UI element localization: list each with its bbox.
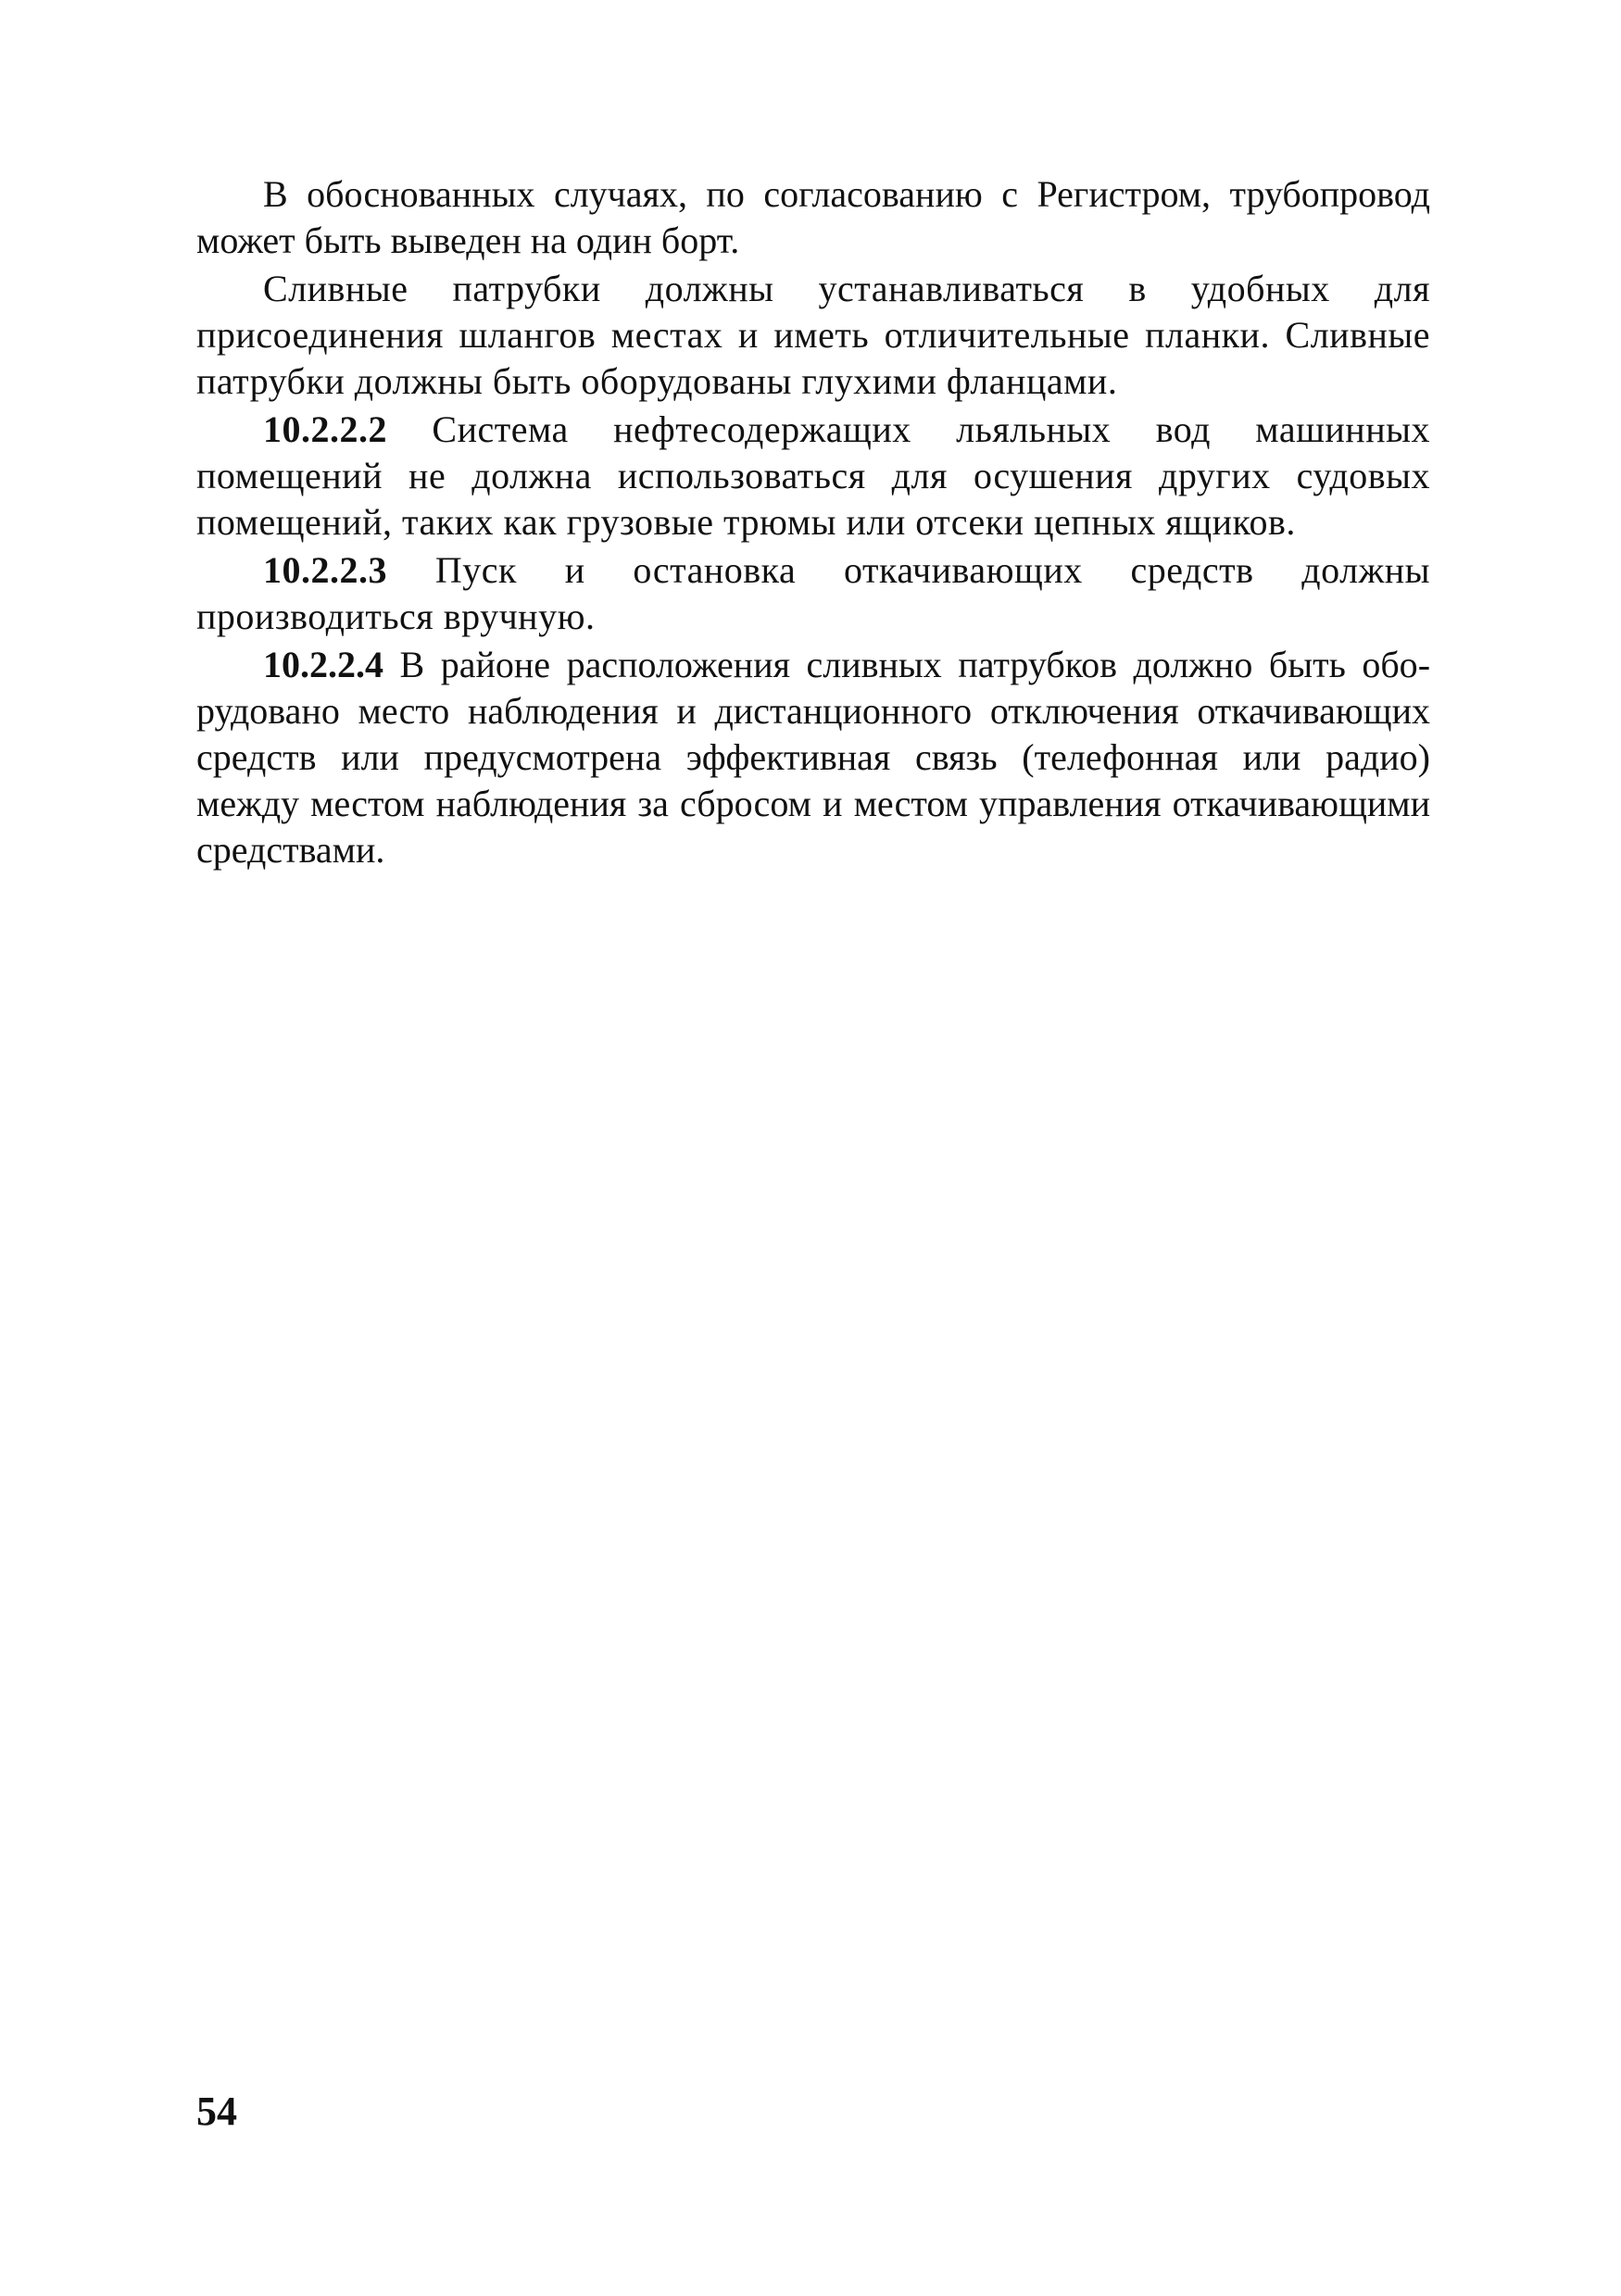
paragraph-text: Сливные патрубки должны устанавливаться в удобных для присоединения шлангов местах и иметь отличительные планки. Сливные патрубки должны быть оборудованы глухими фланцами. bbox=[196, 268, 1430, 402]
paragraph-text: В районе расположения сливных патрубков должно быть оборудовано место наблюдения и дистанционного отключения откачивающих средств или предусмотрена эффективная связь (телефонная или радио) между местом наблюдения за сбросом и местом управления откачивающими средствами. bbox=[196, 644, 1431, 871]
paragraph-registry-approval bbox=[196, 171, 1430, 264]
paragraph-drain-connections bbox=[196, 266, 1430, 405]
paragraph-10-2-2-2 bbox=[196, 407, 1430, 546]
section-number: 10.2.2.2 bbox=[263, 408, 387, 450]
document-body bbox=[196, 171, 1430, 875]
section-number: 10.2.2.4 bbox=[263, 644, 383, 685]
paragraph-text: В обоснованных случаях, по согласованию с Регистром, трубопровод может быть выведен на один борт. bbox=[196, 173, 1430, 261]
page-number: 54 bbox=[196, 2089, 237, 2134]
paragraph-text: Система нефтесодержащих льяльных вод машинных помещений не должна использоваться для осушения других судовых помещений, таких как грузовые трюмы или отсеки цепных ящиков. bbox=[196, 408, 1430, 543]
paragraph-10-2-2-3 bbox=[196, 547, 1430, 640]
paragraph-text: Пуск и остановка откачивающих средств должны производиться вручную. bbox=[196, 549, 1430, 637]
section-number: 10.2.2.3 bbox=[263, 549, 387, 591]
paragraph-10-2-2-4 bbox=[196, 642, 1430, 873]
